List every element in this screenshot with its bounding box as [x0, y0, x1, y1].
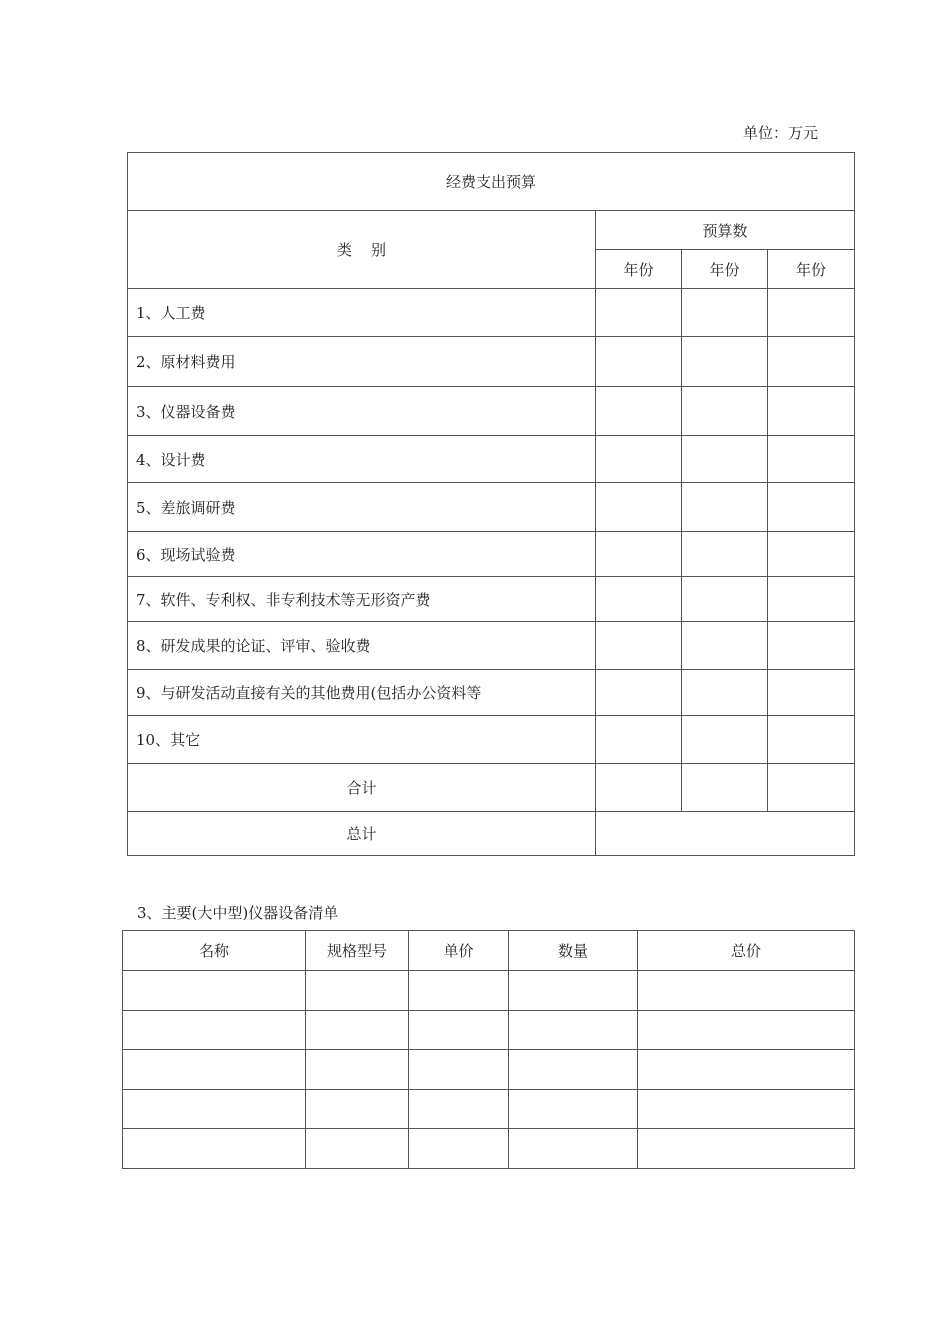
- budget-cell[interactable]: [596, 436, 682, 483]
- table-row: [128, 716, 855, 764]
- table-cell[interactable]: [306, 1090, 409, 1129]
- category-label: 2、原材料费用: [128, 337, 596, 387]
- column-header-name: 名称: [123, 931, 306, 971]
- budget-title: 经费支出预算: [128, 153, 855, 211]
- table-cell[interactable]: [509, 1050, 638, 1090]
- table-row: [128, 387, 855, 436]
- total-cell[interactable]: [596, 812, 855, 856]
- budget-cell[interactable]: [596, 622, 682, 670]
- budget-cell[interactable]: [596, 577, 682, 622]
- budget-cell[interactable]: [596, 289, 682, 337]
- table-cell[interactable]: [638, 1011, 855, 1050]
- table-cell[interactable]: [306, 1011, 409, 1050]
- table-cell[interactable]: [638, 1050, 855, 1090]
- budget-cell[interactable]: [682, 436, 768, 483]
- table-cell[interactable]: [409, 1129, 509, 1169]
- column-header-quantity: 数量: [509, 931, 638, 971]
- table-row: [128, 532, 855, 577]
- table-cell[interactable]: [638, 1090, 855, 1129]
- table-row: [123, 1090, 855, 1129]
- table-cell[interactable]: [638, 1129, 855, 1169]
- budget-cell[interactable]: [596, 532, 682, 577]
- table-row: [128, 622, 855, 670]
- category-label: 4、设计费: [128, 436, 596, 483]
- budget-cell[interactable]: [768, 532, 855, 577]
- budget-cell[interactable]: [768, 716, 855, 764]
- table-cell[interactable]: [509, 1011, 638, 1050]
- budget-amount-header: 预算数: [596, 211, 855, 250]
- budget-cell[interactable]: [768, 577, 855, 622]
- category-label: 5、差旅调研费: [128, 483, 596, 532]
- subtotal-row: [128, 764, 855, 812]
- table-cell[interactable]: [409, 1090, 509, 1129]
- table-cell[interactable]: [123, 1129, 306, 1169]
- budget-cell[interactable]: [682, 577, 768, 622]
- table-cell[interactable]: [123, 971, 306, 1011]
- table-cell[interactable]: [306, 1129, 409, 1169]
- table-row: [123, 1011, 855, 1050]
- budget-cell[interactable]: [768, 436, 855, 483]
- category-label: 7、软件、专利权、非专利技术等无形资产费: [128, 577, 596, 622]
- table-cell[interactable]: [123, 1090, 306, 1129]
- category-label: 9、与研发活动直接有关的其他费用(包括办公资料等: [128, 670, 596, 716]
- budget-cell[interactable]: [682, 532, 768, 577]
- budget-cell[interactable]: [682, 716, 768, 764]
- table-cell[interactable]: [409, 971, 509, 1011]
- budget-cell[interactable]: [682, 387, 768, 436]
- table-row: [128, 436, 855, 483]
- table-cell[interactable]: [409, 1050, 509, 1090]
- table-cell[interactable]: [509, 1129, 638, 1169]
- budget-cell[interactable]: [596, 483, 682, 532]
- category-label: 3、仪器设备费: [128, 387, 596, 436]
- budget-cell[interactable]: [596, 337, 682, 387]
- year-header: 年份: [596, 250, 682, 289]
- year-header: 年份: [768, 250, 855, 289]
- subtotal-cell[interactable]: [768, 764, 855, 812]
- subtotal-cell[interactable]: [682, 764, 768, 812]
- table-row: [128, 289, 855, 337]
- total-row: [128, 812, 855, 856]
- table-row: [128, 483, 855, 532]
- budget-cell[interactable]: [768, 387, 855, 436]
- table-row: [128, 337, 855, 387]
- category-label: 8、研发成果的论证、评审、验收费: [128, 622, 596, 670]
- budget-cell[interactable]: [682, 289, 768, 337]
- subtotal-cell[interactable]: [596, 764, 682, 812]
- year-header: 年份: [682, 250, 768, 289]
- table-cell[interactable]: [306, 1050, 409, 1090]
- category-label: 1、人工费: [128, 289, 596, 337]
- budget-cell[interactable]: [596, 670, 682, 716]
- unit-label: 单位：万元: [742, 124, 818, 142]
- table-cell[interactable]: [638, 971, 855, 1011]
- header-row: [123, 931, 855, 971]
- budget-cell[interactable]: [682, 483, 768, 532]
- subtotal-label: 合计: [128, 764, 596, 812]
- budget-cell[interactable]: [596, 716, 682, 764]
- budget-cell[interactable]: [596, 387, 682, 436]
- table-row: [123, 1050, 855, 1090]
- column-header-spec: 规格型号: [306, 931, 409, 971]
- table-row: [128, 577, 855, 622]
- category-label: 10、其它: [128, 716, 596, 764]
- table-cell[interactable]: [509, 971, 638, 1011]
- table-row: [123, 1129, 855, 1169]
- table-cell[interactable]: [123, 1011, 306, 1050]
- budget-cell[interactable]: [768, 622, 855, 670]
- budget-cell[interactable]: [682, 622, 768, 670]
- table-cell[interactable]: [409, 1011, 509, 1050]
- table-row: [128, 670, 855, 716]
- total-label: 总计: [128, 812, 596, 856]
- column-header-total-price: 总价: [638, 931, 855, 971]
- budget-cell[interactable]: [768, 483, 855, 532]
- category-header: 类 别: [128, 211, 596, 289]
- section-title: 3、主要(大中型)仪器设备清单: [137, 904, 339, 922]
- category-label: 6、现场试验费: [128, 532, 596, 577]
- table-cell[interactable]: [509, 1090, 638, 1129]
- column-header-unit-price: 单价: [409, 931, 509, 971]
- equipment-table: [122, 930, 855, 1169]
- table-row: [123, 971, 855, 1011]
- budget-cell[interactable]: [768, 337, 855, 387]
- budget-cell[interactable]: [768, 289, 855, 337]
- budget-cell[interactable]: [682, 670, 768, 716]
- budget-table: [127, 152, 855, 856]
- budget-cell[interactable]: [682, 337, 768, 387]
- table-cell[interactable]: [123, 1050, 306, 1090]
- table-cell[interactable]: [306, 971, 409, 1011]
- budget-cell[interactable]: [768, 670, 855, 716]
